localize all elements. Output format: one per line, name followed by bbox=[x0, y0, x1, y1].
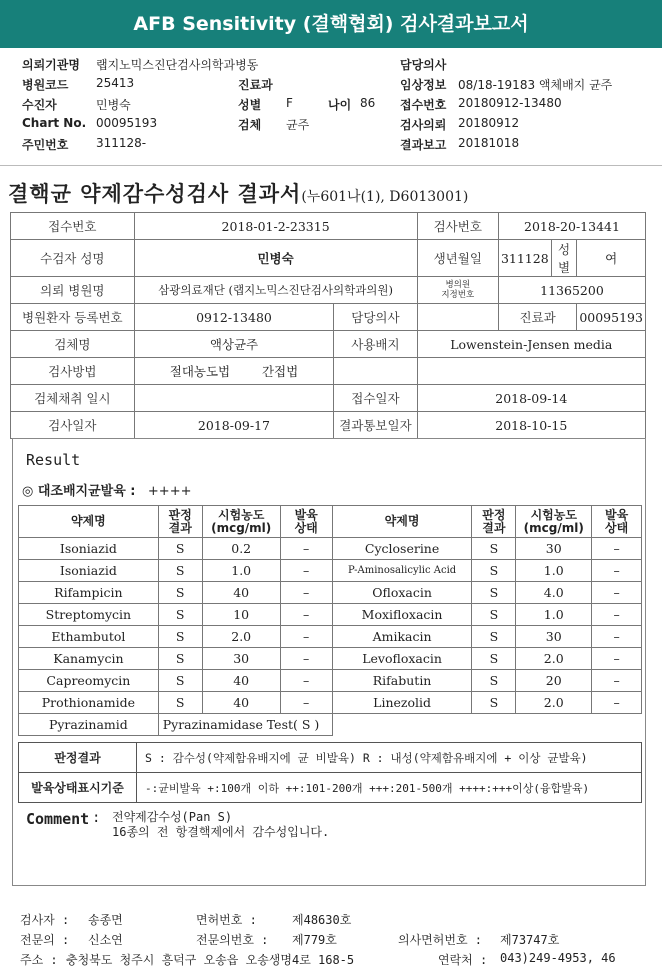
address-label: 주소 : bbox=[20, 953, 58, 967]
notify-label: 결과통보일자 bbox=[334, 412, 417, 439]
dob-value: 311128 bbox=[498, 240, 551, 277]
sex-value: F bbox=[286, 96, 293, 110]
record-table bbox=[10, 212, 646, 439]
request-date-value: 20180912 bbox=[458, 116, 520, 130]
report-date-label: 결과보고 bbox=[400, 138, 447, 152]
judge-legend-value: S : 감수성(약제함유배지에 균 비발육) R : 내성(약제함유배지에 + 이상 균발육) bbox=[137, 743, 642, 773]
comment-line-2: 16종의 전 항결핵제에서 감수성입니다. bbox=[112, 825, 330, 839]
divider bbox=[0, 165, 662, 166]
drug-row: Kanamycin S 30 – Levofloxacin S 2.0 – bbox=[19, 648, 642, 670]
header-growth: 발육 상태 bbox=[592, 506, 642, 538]
dob-label: 생년월일 bbox=[417, 240, 498, 277]
empty-cell bbox=[334, 358, 417, 385]
hosp-no-label bbox=[417, 277, 498, 304]
collect-label: 검체채취 일시 bbox=[11, 385, 135, 412]
test-date-label: 검사일자 bbox=[11, 412, 135, 439]
specialist-no-value: 제779호 bbox=[292, 933, 337, 947]
report-title-text: 결핵균 약제감수성검사 결과서 bbox=[8, 181, 302, 206]
empty-cell bbox=[417, 358, 645, 385]
patient-value: 민병숙 bbox=[96, 98, 131, 112]
drug-row: Streptomycin S 10 – Moxifloxacin S 1.0 – bbox=[19, 604, 642, 626]
medium-value: Lowenstein-Jensen media bbox=[417, 331, 645, 358]
hospital-value: 삼광의료재단 (랩지노믹스진단검사의학과의원) bbox=[134, 277, 417, 304]
name-label: 수검자 성명 bbox=[11, 240, 135, 277]
comment-label: Comment bbox=[26, 810, 90, 828]
judge-legend-label: 판정결과 bbox=[19, 743, 137, 773]
specimen-label: 검체 bbox=[238, 118, 262, 132]
patient-info-panel bbox=[0, 52, 662, 164]
license-label: 면허번호 : bbox=[196, 913, 257, 927]
specimen-label-cell: 검체명 bbox=[11, 331, 135, 358]
doctor-value-cell bbox=[417, 304, 498, 331]
drug-table bbox=[18, 505, 642, 736]
report-code: (누601나(1), D6013001) bbox=[301, 189, 469, 205]
drug-row: Ethambutol S 2.0 – Amikacin S 30 – bbox=[19, 626, 642, 648]
pyrazinamid-drug: Pyrazinamid bbox=[19, 714, 159, 736]
age-label: 나이 bbox=[328, 98, 352, 112]
control-label: ◎ 대조배지균발육 : bbox=[22, 484, 136, 499]
id-label: 주민번호 bbox=[22, 138, 69, 152]
header-growth: 발육 상태 bbox=[280, 506, 332, 538]
clinical-label: 임상정보 bbox=[400, 78, 447, 92]
pyrazinamid-row bbox=[19, 714, 642, 736]
method-value bbox=[134, 358, 334, 385]
specialist-label: 전문의 : bbox=[20, 933, 70, 947]
reg-label: 병원환자 등록번호 bbox=[11, 304, 135, 331]
dept-label-cell: 진료과 bbox=[498, 304, 576, 331]
legend-table bbox=[18, 742, 642, 803]
test-no-label: 검사번호 bbox=[417, 213, 498, 240]
dept-value-cell: 00095193 bbox=[577, 304, 646, 331]
header-conc: 시험농도 (mcg/ml) bbox=[202, 506, 280, 538]
name-value: 민병숙 bbox=[134, 240, 417, 277]
chart-value: 00095193 bbox=[96, 116, 158, 130]
receipt-no-label: 접수번호 bbox=[11, 213, 135, 240]
empty-cell bbox=[332, 714, 641, 736]
patient-label: 수진자 bbox=[22, 98, 57, 112]
result-label: Result bbox=[26, 451, 81, 469]
collect-value bbox=[134, 385, 334, 412]
header-drug: 약제명 bbox=[19, 506, 159, 538]
notify-value: 2018-10-15 bbox=[417, 412, 645, 439]
receive-value: 2018-09-14 bbox=[417, 385, 645, 412]
test-date-value: 2018-09-17 bbox=[134, 412, 334, 439]
hosp-no-label-1: 병의원 bbox=[445, 280, 471, 290]
report-date-value: 20181018 bbox=[458, 136, 520, 150]
specimen-value-cell: 액상균주 bbox=[134, 331, 334, 358]
accession-value: 20180912-13480 bbox=[458, 96, 562, 110]
comment-line-1: 전약제감수성(Pan S) bbox=[112, 810, 233, 824]
hospital-code-value: 25413 bbox=[96, 76, 135, 90]
doctor-no-label: 의사면허번호 : bbox=[398, 933, 483, 947]
accession-label: 접수번호 bbox=[400, 98, 447, 112]
growth-legend-label: 발육상태표시기준 bbox=[19, 773, 137, 803]
sex-value-cell: 여 bbox=[577, 240, 646, 277]
institution-value: 랩지노믹스진단검사의학과병동 bbox=[96, 58, 259, 72]
chart-label: Chart No. bbox=[22, 116, 87, 130]
method-2: 간접법 bbox=[261, 364, 299, 379]
dept-label: 진료과 bbox=[238, 78, 273, 92]
id-value: 311128- bbox=[96, 136, 147, 150]
drug-row: Capreomycin S 40 – Rifabutin S 20 – bbox=[19, 670, 642, 692]
drug-row: Isoniazid S 0.2 – Cycloserine S 30 – bbox=[19, 538, 642, 560]
drug-row: Prothionamide S 40 – Linezolid S 2.0 – bbox=[19, 692, 642, 714]
doctor-no-value: 제73747호 bbox=[500, 933, 560, 947]
control-growth bbox=[22, 480, 191, 499]
age-value: 86 bbox=[360, 96, 376, 110]
sex-label: 성별 bbox=[238, 98, 262, 112]
doctor-label-cell: 담당의사 bbox=[334, 304, 417, 331]
receive-label: 접수일자 bbox=[334, 385, 417, 412]
method-label: 검사방법 bbox=[11, 358, 135, 385]
header-conc: 시험농도 (mcg/ml) bbox=[516, 506, 592, 538]
hosp-no-value: 11365200 bbox=[498, 277, 645, 304]
examiner-label: 검사자 : bbox=[20, 913, 70, 927]
pyrazinamid-test: Pyrazinamidase Test( S ) bbox=[158, 714, 332, 736]
drug-row: Isoniazid S 1.0 – P-Aminosalicylic Acid S 1.0 – bbox=[19, 560, 642, 582]
reg-value: 0912-13480 bbox=[134, 304, 334, 331]
specialist-no-label: 전문의번호 : bbox=[196, 933, 269, 947]
report-title bbox=[8, 178, 468, 208]
test-no-value: 2018-20-13441 bbox=[498, 213, 645, 240]
control-value: ++++ bbox=[147, 484, 192, 499]
contact-value: 043)249-4953, 46 bbox=[500, 951, 616, 965]
contact-label: 연락처 : bbox=[438, 953, 488, 967]
specimen-value: 균주 bbox=[286, 118, 310, 132]
request-date-label: 검사의뢰 bbox=[400, 118, 447, 132]
method-1: 절대농도법 bbox=[169, 364, 231, 379]
sex-label-cell: 성별 bbox=[551, 240, 577, 277]
header-judge: 판정 결과 bbox=[472, 506, 516, 538]
doctor-label: 담당의사 bbox=[400, 58, 447, 72]
institution-label: 의뢰기관명 bbox=[22, 58, 80, 72]
medium-label: 사용배지 bbox=[334, 331, 417, 358]
receipt-no-value: 2018-01-2-23315 bbox=[134, 213, 417, 240]
examiner-value: 송종면 bbox=[88, 913, 123, 927]
hospital-code-label: 병원코드 bbox=[22, 78, 69, 92]
growth-legend-value: -:균비발육 +:100개 이하 ++:101-200개 +++:201-500개 ++++:+++이상(융합발육) bbox=[137, 773, 642, 803]
comment-text bbox=[112, 810, 329, 840]
clinical-value: 08/18-19183 액체배지 균주 bbox=[458, 78, 613, 92]
hosp-no-label-2: 지정번호 bbox=[441, 290, 475, 300]
specialist-value: 신소연 bbox=[88, 933, 123, 947]
comment-colon: : bbox=[92, 810, 101, 826]
address-value: 충청북도 청주시 흥덕구 오송읍 오송생명4로 168-5 bbox=[66, 953, 355, 967]
header-drug: 약제명 bbox=[332, 506, 472, 538]
hospital-label: 의뢰 병원명 bbox=[11, 277, 135, 304]
report-header-title: AFB Sensitivity (결핵협회) 검사결과보고서 bbox=[0, 0, 662, 48]
drug-row: Rifampicin S 40 – Ofloxacin S 4.0 – bbox=[19, 582, 642, 604]
header-judge: 판정 결과 bbox=[158, 506, 202, 538]
license-value: 제48630호 bbox=[292, 913, 352, 927]
